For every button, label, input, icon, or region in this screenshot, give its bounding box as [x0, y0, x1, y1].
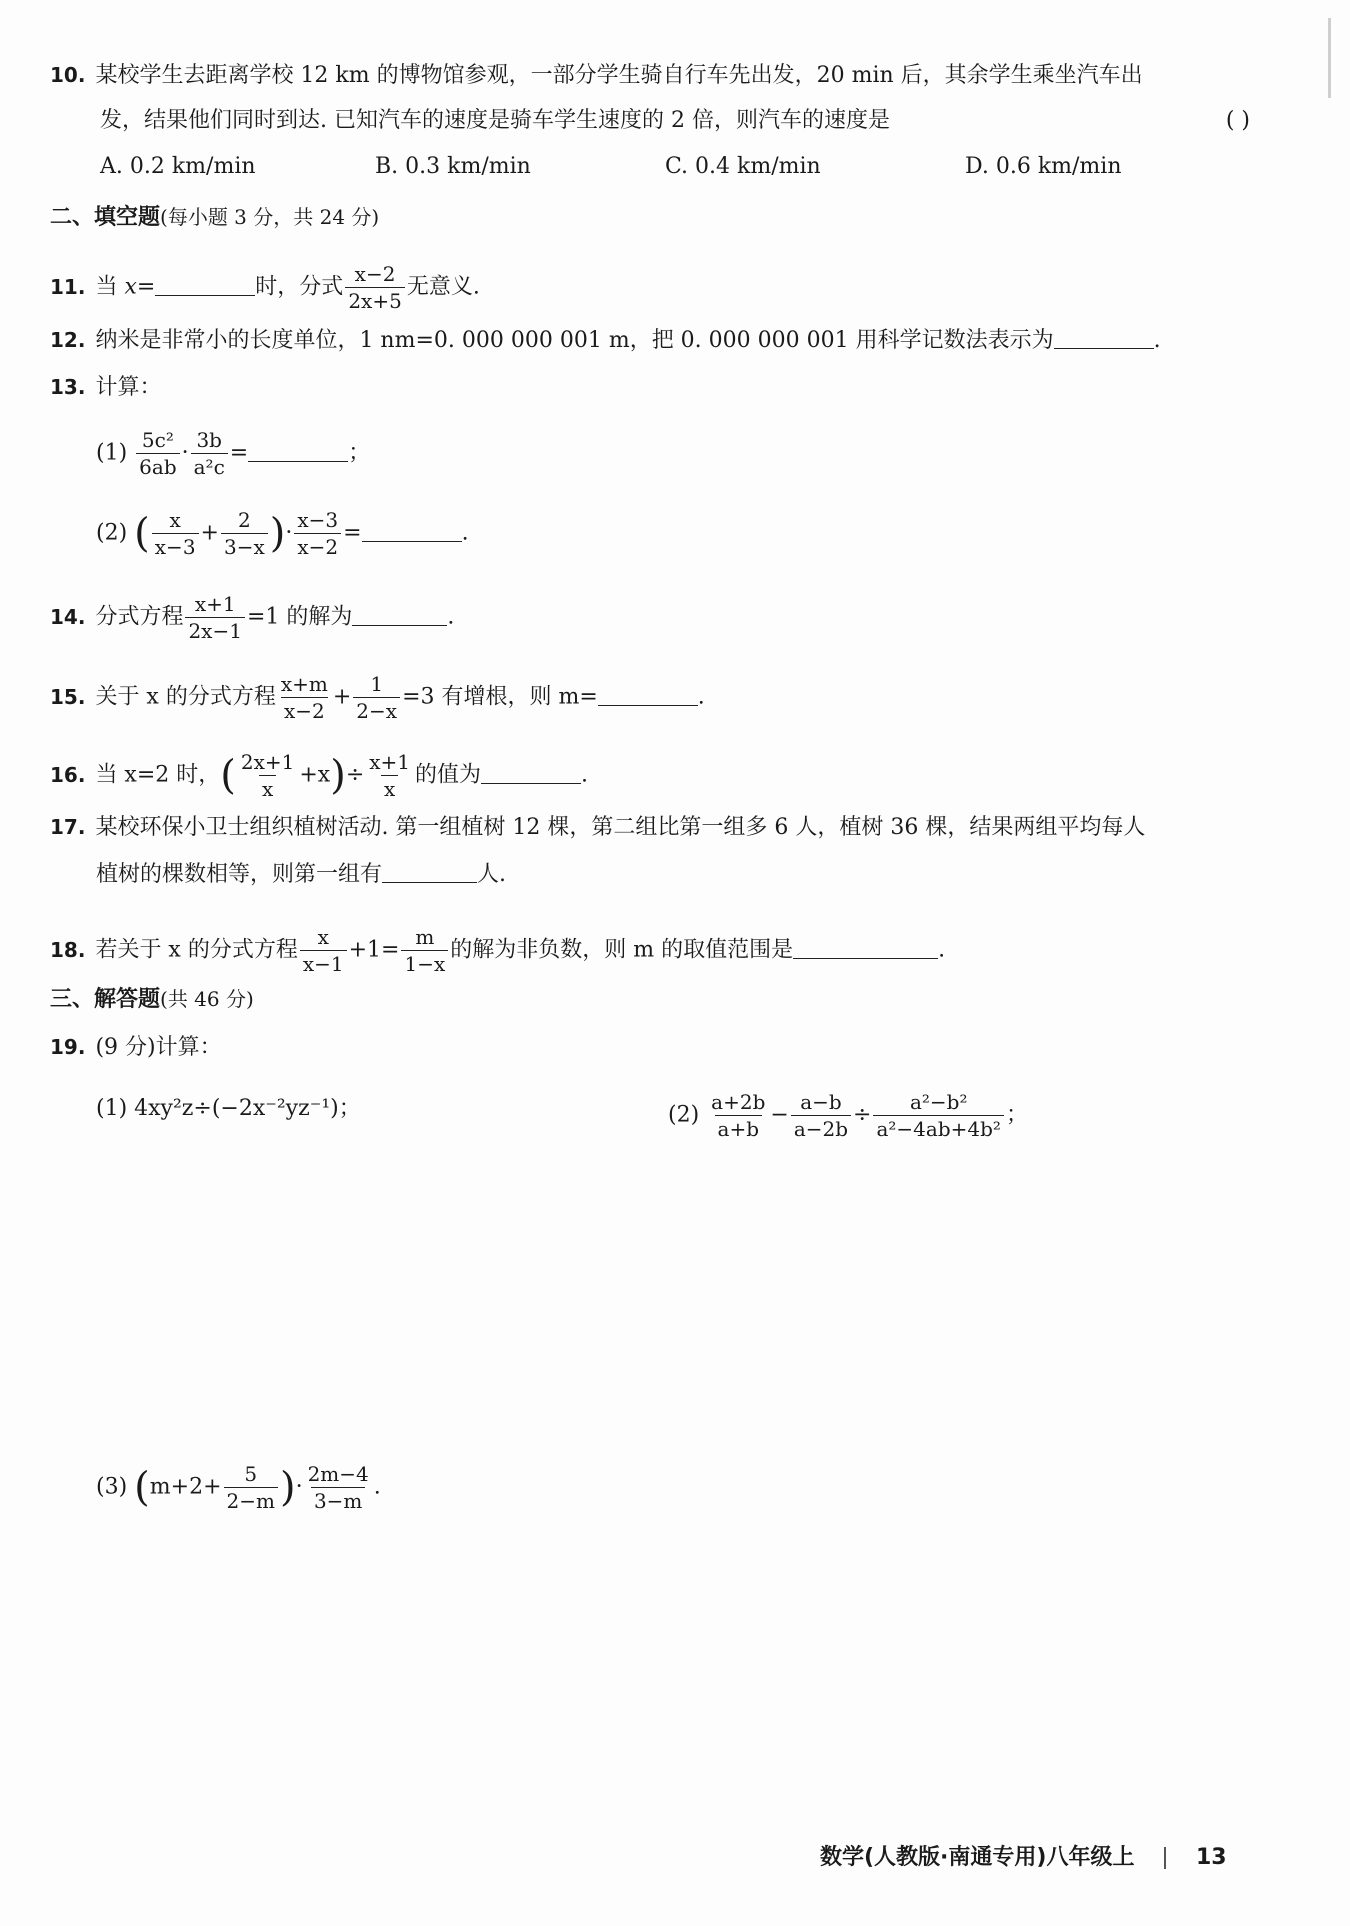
answer-blank[interactable] — [598, 683, 698, 706]
question-17-line2: 植树的棵数相等，则第一组有 人. — [96, 862, 507, 887]
question-19-part2: (2) $\frac{a+2b}{a+b}$ − $\frac{a-b}{a-2b}$ ÷ $\frac{\text{a²−b²}}{\text{a²−4ab+4b²}}$ ； — [668, 1090, 1028, 1141]
question-14: 14. 分式方程 $\frac{x+1}{2x-1}$ =1 的解为 . — [50, 592, 455, 643]
footer-divider — [1164, 1847, 1166, 1869]
answer-blank[interactable] — [793, 936, 938, 959]
section-3-heading: 三、解答题(共 46 分) — [50, 987, 254, 1012]
question-19-part3: (3) (m+2+ $\frac{5}{2-m}$ )· $\frac{2m-4}{3-m}$ . — [96, 1462, 381, 1513]
page-edge — [1328, 18, 1331, 98]
fraction: $\frac{a+2b}{a+b}$ — [711, 1090, 766, 1141]
fraction: $\frac{2}{3-x}$ — [221, 508, 268, 559]
fraction: $\frac{x+m}{x-2}$ — [280, 672, 328, 723]
fraction: $\frac{x+1}{x}$ — [369, 750, 411, 801]
question-10-line2: 发，结果他们同时到达. 已知汽车的速度是骑车学生速度的 2 倍，则汽车的速度是 ( ) — [100, 106, 1250, 136]
question-19-part1: (1) 4xy²z÷(−2x⁻²yz⁻¹)； — [96, 1096, 361, 1121]
answer-blank[interactable] — [382, 860, 477, 883]
option-a[interactable]: A. 0.2 km/min — [100, 154, 256, 179]
question-11: 11. 当 x= 时，分式 $\frac{x-2}{2x+5}$ 无意义. — [50, 262, 480, 313]
fraction: $\frac{2x+1}{x}$ — [240, 750, 295, 801]
fraction: $\frac{\text{5c²}}{6ab}$ — [136, 428, 179, 479]
answer-blank[interactable] — [481, 761, 581, 784]
fraction: $\frac{\text{a²−b²}}{\text{a²−4ab+4b²}}$ — [873, 1090, 1003, 1141]
question-10-line1: 10. 某校学生去距离学校 12 km 的博物馆参观，一部分学生骑自行车先出发，20 min 后，其余学生乘坐汽车出 — [50, 63, 1143, 88]
question-17-line1: 17. 某校环保小卫士组织植树活动. 第一组植树 12 棵，第二组比第一组多 6 人，植树 36 棵，结果两组平均每人 — [50, 815, 1146, 840]
answer-blank[interactable] — [1054, 326, 1154, 349]
question-10-options — [100, 152, 1250, 182]
fraction: $\frac{2m-4}{3-m}$ — [307, 1462, 369, 1513]
option-d[interactable]: D. 0.6 km/min — [965, 154, 1122, 179]
question-15: 15. 关于 x 的分式方程 $\frac{x+m}{x-2}$ + $\frac{1}{2-x}$ =3 有增根，则 m= . — [50, 672, 705, 723]
question-13: 13. 计算： — [50, 375, 162, 400]
question-18: 18. 若关于 x 的分式方程 $\frac{x}{x-1}$ +1= $\frac{m}{1-x}$ 的解为非负数，则 m 的取值范围是 . — [50, 925, 946, 976]
answer-blank[interactable] — [155, 273, 255, 296]
answer-blank[interactable] — [352, 603, 447, 626]
option-c[interactable]: C. 0.4 km/min — [665, 154, 821, 179]
fraction: $\frac{3b}{\text{a²c}}$ — [191, 428, 228, 479]
question-16: 16. 当 x=2 时，( $\frac{2x+1}{x}$ +x)÷ $\frac{x+1}{x}$ 的值为 . — [50, 750, 589, 801]
fraction: $\frac{m}{1-x}$ — [401, 925, 448, 976]
answer-blank[interactable] — [248, 439, 348, 462]
page-footer — [820, 1840, 1227, 1871]
question-13-part1: (1) $\frac{\text{5c²}}{6ab}$ · $\frac{3b}{\text{a²c}}$ = ； — [96, 428, 371, 479]
answer-blank[interactable] — [362, 519, 462, 542]
answer-paren[interactable]: ( ) — [1225, 108, 1250, 133]
question-19: 19. (9 分)计算： — [50, 1035, 222, 1060]
book-title: 数学(人教版·南通专用)八年级上 — [820, 1845, 1135, 1870]
fraction: $\frac{x+1}{2x-1}$ — [185, 592, 245, 643]
section-2-heading: 二、填空题(每小题 3 分，共 24 分) — [50, 205, 380, 230]
fraction: $\frac{x}{x-3}$ — [152, 508, 199, 559]
fraction: $\frac{1}{2-x}$ — [353, 672, 400, 723]
page-number: 13 — [1195, 1845, 1227, 1870]
fraction: $\frac{a-b}{a-2b}$ — [791, 1090, 851, 1141]
fraction: $\frac{x-2}{2x+5}$ — [345, 262, 405, 313]
question-12: 12. 纳米是非常小的长度单位，1 nm=0. 000 000 001 m，把 0. 000 000 001 用科学记数法表示为 . — [50, 328, 1161, 353]
question-13-part2: (2) ( $\frac{x}{x-3}$ + $\frac{2}{3-x}$ )· $\frac{x-3}{x-2}$ = . — [96, 508, 469, 559]
fraction: $\frac{x-3}{x-2}$ — [294, 508, 341, 559]
fraction: $\frac{5}{2-m}$ — [224, 1462, 278, 1513]
fraction: $\frac{x}{x-1}$ — [300, 925, 347, 976]
option-b[interactable]: B. 0.3 km/min — [375, 154, 531, 179]
